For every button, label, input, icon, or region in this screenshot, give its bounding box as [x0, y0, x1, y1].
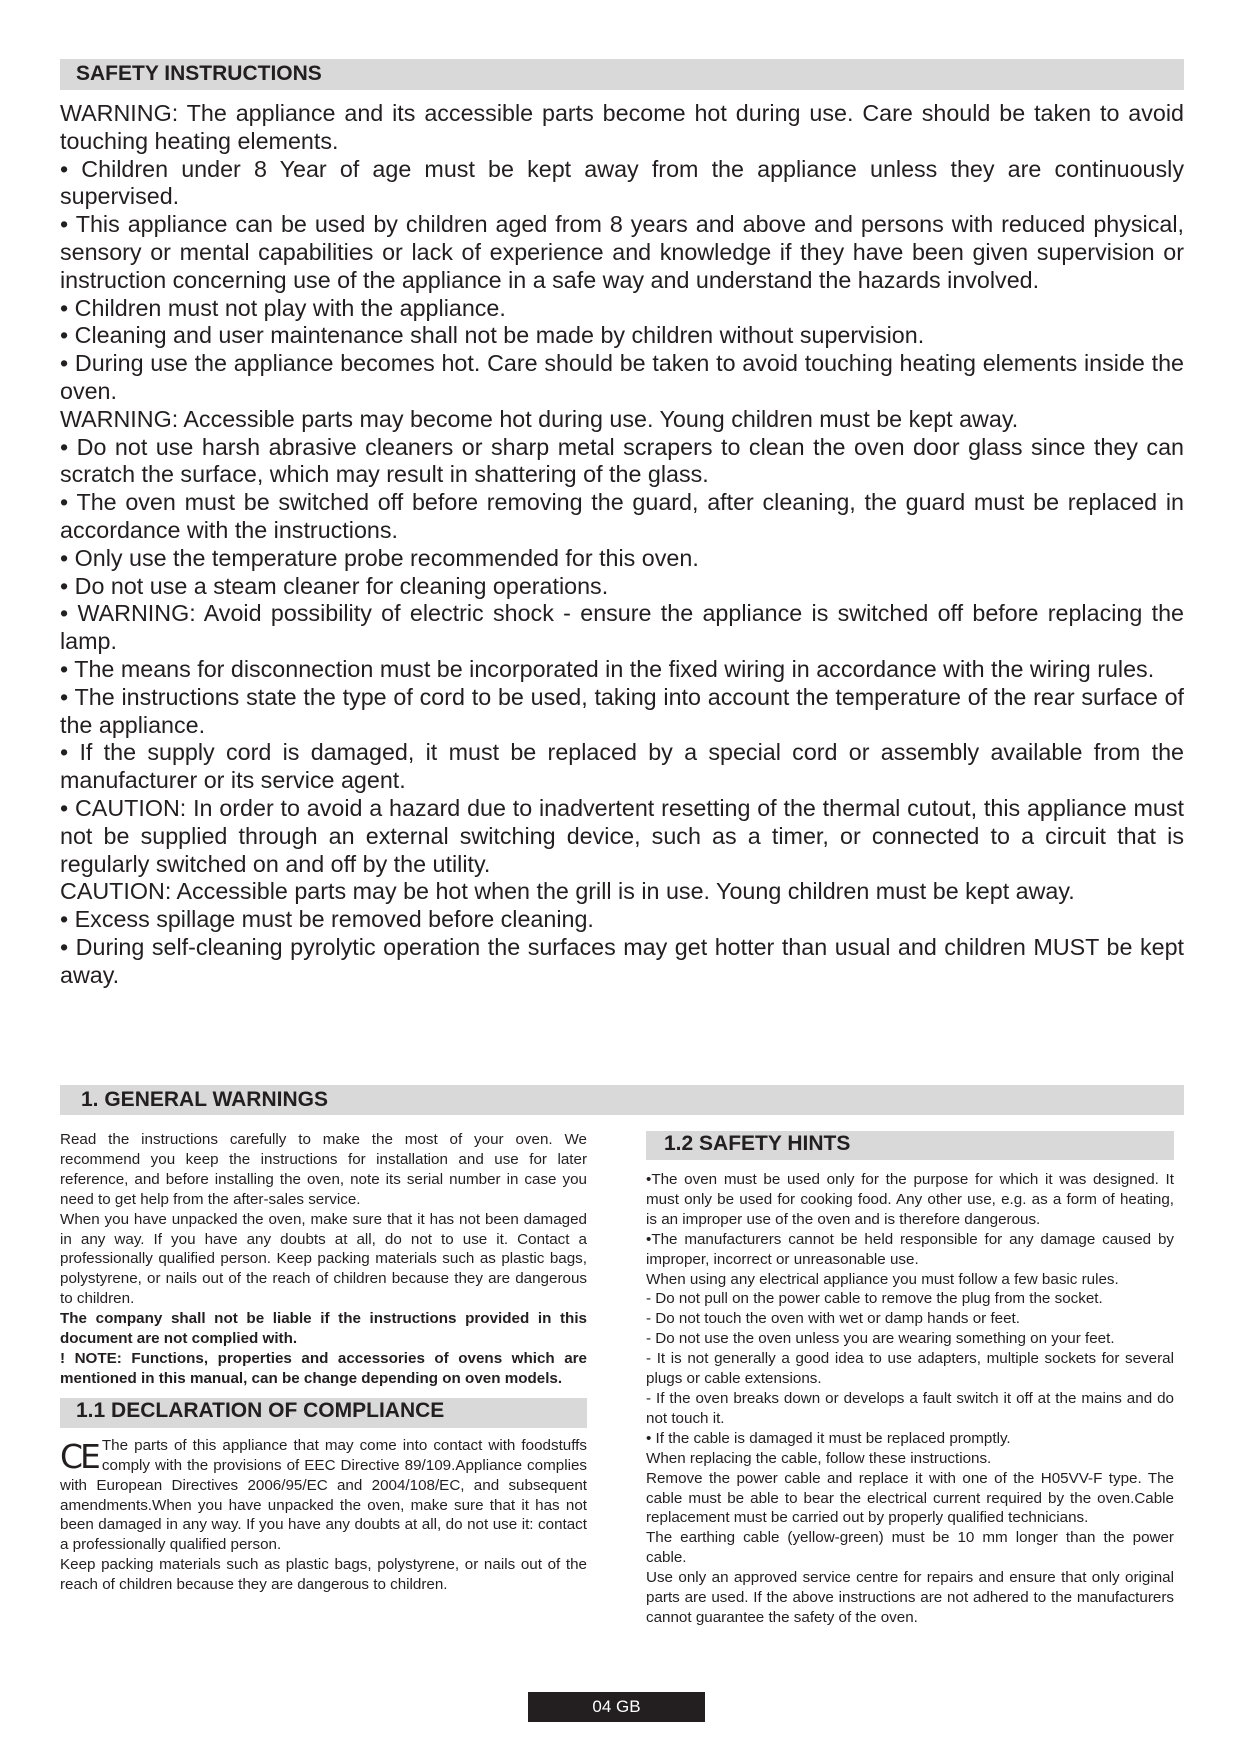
general-warnings-title: 1. GENERAL WARNINGS: [81, 1088, 328, 1111]
safety-line: WARNING: Accessible parts may become hot during use. Young children must be kept away.: [60, 405, 1019, 432]
declaration-paragraph: [60, 1436, 587, 1555]
liability-notice: The company shall not be liable if the instructions provided in this document are not complied with.: [60, 1310, 587, 1348]
safety-line: • Children under 8 Year of age must be kept away from the appliance unless they are continuously supervised.: [60, 155, 1184, 210]
hint-line: •The manufacturers cannot be held responsible for any damage caused by improper, incorrect or unreasonable use.: [646, 1230, 1174, 1268]
declaration-paragraph: Keep packing materials such as plastic bags, polystyrene, or nails out of the reach of children because they are dangerous to children.: [60, 1556, 587, 1594]
hint-line: The earthing cable (yellow-green) must be 10 mm longer than the power cable.: [646, 1529, 1174, 1567]
declaration-header: [60, 1398, 587, 1428]
safety-line: • During self-cleaning pyrolytic operation the surfaces may get hotter than usual and children MUST be kept away.: [60, 933, 1184, 988]
hint-line: • If the cable is damaged it must be replaced promptly.: [646, 1429, 1011, 1447]
safety-line: • The means for disconnection must be incorporated in the fixed wiring in accordance with the wiring rules.: [60, 655, 1155, 682]
safety-line: • Children must not play with the appliance.: [60, 294, 506, 321]
safety-line: WARNING: The appliance and its accessible parts become hot during use. Care should be taken to avoid touching heating elements.: [60, 100, 1184, 154]
left-column: [60, 1130, 587, 1595]
safety-line: • Cleaning and user maintenance shall not be made by children without supervision.: [60, 322, 925, 349]
page-number-badge: [528, 1692, 705, 1722]
page-label: 04 GB: [592, 1697, 641, 1716]
hint-line: Use only an approved service centre for repairs and ensure that only original parts are used. If the above instructions are not adhered to the manufacturers cannot guarantee the safety of the oven.: [646, 1569, 1174, 1626]
hint-line: - Do not use the oven unless you are wearing something on your feet.: [646, 1330, 1115, 1348]
safety-line: • The instructions state the type of cord to be used, taking into account the temperature of the rear surface of the appliance.: [60, 683, 1184, 738]
hint-line: When replacing the cable, follow these instructions.: [646, 1449, 992, 1467]
general-paragraph: Read the instructions carefully to make the most of your oven. We recommend you keep the instructions for installation and use for later reference, and before installing the oven, note its serial number in case you need to get help from the after-sales service.: [60, 1131, 587, 1208]
safety-line: • Do not use a steam cleaner for cleaning operations.: [60, 572, 609, 599]
right-column: [646, 1131, 1174, 1628]
safety-line: • Excess spillage must be removed before cleaning.: [60, 906, 594, 933]
hint-line: - If the oven breaks down or develops a fault switch it off at the mains and do not touch it.: [646, 1389, 1174, 1427]
safety-line: • Do not use harsh abrasive cleaners or sharp metal scrapers to clean the oven door glass since they can scratch the surface, which may result in shattering of the glass.: [60, 433, 1184, 488]
safety-instructions-title: SAFETY INSTRUCTIONS: [76, 62, 322, 85]
declaration-title: 1.1 DECLARATION OF COMPLIANCE: [76, 1398, 445, 1422]
safety-line: • During use the appliance becomes hot. Care should be taken to avoid touching heating elements inside the oven.: [60, 350, 1184, 404]
safety-instructions-header: [60, 59, 1184, 90]
safety-line: • WARNING: Avoid possibility of electric shock - ensure the appliance is switched off before replacing the lamp.: [60, 600, 1184, 655]
models-note: ! NOTE: Functions, properties and accessories of ovens which are mentioned in this manual, can be change depending on oven models.: [60, 1349, 587, 1387]
hint-line: When using any electrical appliance you must follow a few basic rules.: [646, 1270, 1119, 1288]
hint-line: •The oven must be used only for the purpose for which it was designed. It must only be used for cooking food. Any other use, e.g. as a form of heating, is an improper use of the oven and is therefore dangerous.: [646, 1171, 1174, 1228]
safety-instructions-body: [60, 100, 1184, 990]
safety-line: • This appliance can be used by children aged from 8 years and above and persons with reduced physical, sensory or mental capabilities or lack of experience and knowledge if they have been given supervision or instruction concerning use of the appliance in a safe way and understand the hazards involved.: [60, 211, 1184, 293]
safety-line: • If the supply cord is damaged, it must be replaced by a special cord or assembly available from the manufacturer or its service agent.: [60, 739, 1184, 794]
safety-hints-title: 1.2 SAFETY HINTS: [664, 1132, 851, 1155]
general-paragraph: When you have unpacked the oven, make sure that it has not been damaged in any way. If you have any doubts at all, do not to use it. Contact a professionally qualified person. Keep packing materials such as plastic bags, polystyrene, or nails out of the reach of children because they are dangerous to children.: [60, 1210, 587, 1308]
safety-line: • CAUTION: In order to avoid a hazard due to inadvertent resetting of the thermal cutout, this appliance must not be supplied through an external switching device, such as a timer, or connected to a circuit that is regularly switched on and off by the utility.: [60, 794, 1184, 877]
ce-mark-icon: CE: [60, 1436, 98, 1476]
safety-line: • The oven must be switched off before removing the guard, after cleaning, the guard must be replaced in accordance with the instructions.: [60, 489, 1184, 543]
hint-line: - Do not touch the oven with wet or damp hands or feet.: [646, 1310, 1020, 1328]
declaration-text: The parts of this appliance that may come into contact with foodstuffs comply with the provisions of EEC Directive 89/109.Appliance complies with European Directives 2006/95/EC and 2004/108/EC, and subsequent amendments.When you have unpacked the oven, make sure that it has not been damaged in any way. If you have any doubts at all, do not use it: contact a professionally qualified person.: [60, 1436, 587, 1554]
hint-line: - Do not pull on the power cable to remove the plug from the socket.: [646, 1290, 1103, 1308]
safety-line: CAUTION: Accessible parts may be hot when the grill is in use. Young children must be kept away.: [60, 878, 1075, 905]
safety-line: • Only use the temperature probe recommended for this oven.: [60, 544, 699, 571]
hint-line: Remove the power cable and replace it with one of the H05VV-F type. The cable must be able to bear the electrical current required by the oven.Cable replacement must be carried out by properly qualified technicians.: [646, 1469, 1174, 1527]
general-warnings-header: [60, 1085, 1184, 1115]
safety-hints-header: [646, 1131, 1174, 1160]
hint-line: - It is not generally a good idea to use adapters, multiple sockets for several plugs or cable extensions.: [646, 1350, 1174, 1388]
